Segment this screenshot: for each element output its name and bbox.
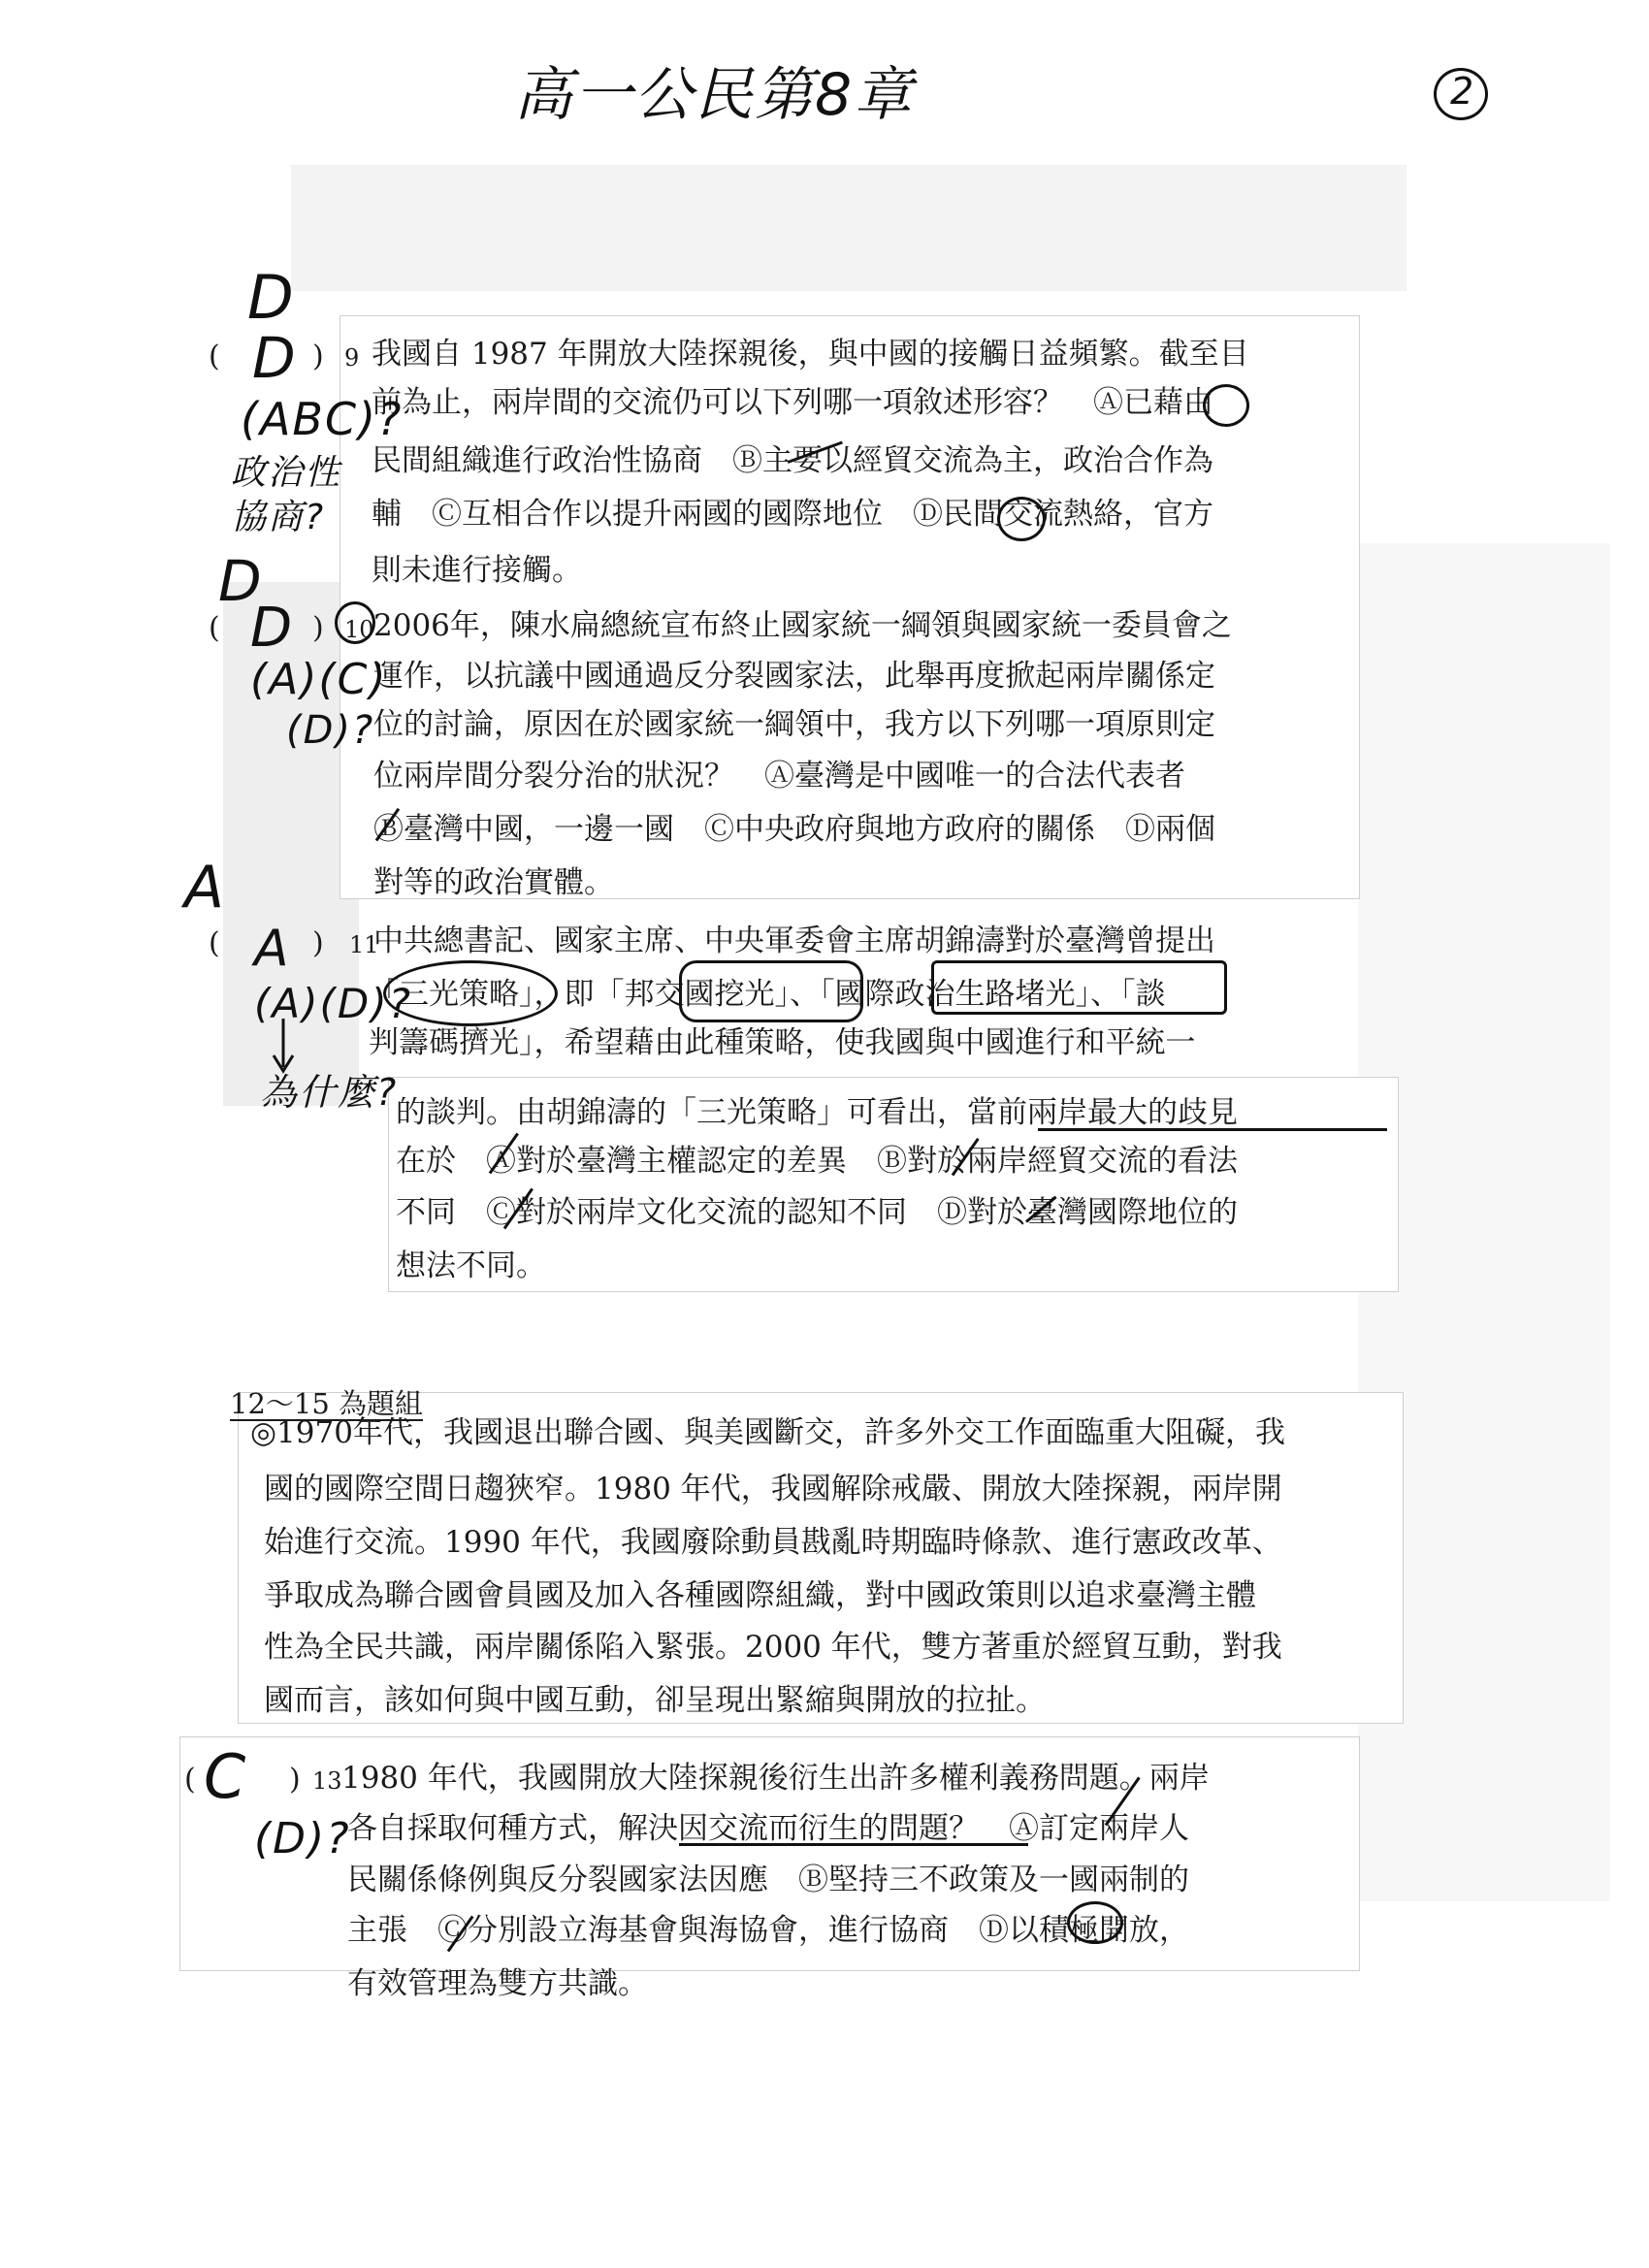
answer-paren-close: ) (312, 611, 324, 645)
answer-paren-open: ( (209, 926, 220, 960)
question-13-line-2: 各自採取何種方式，解決因交流而衍生的問題？ Ⓐ訂定兩岸人 (347, 1811, 1189, 1846)
question-13-line-4: 主張 Ⓒ分別設立海基會與海協會，進行協商 Ⓓ以積極開放， (347, 1913, 1189, 1948)
question-11-line-4: 的談判。由胡錦濤的「三光策略」可看出，當前兩岸最大的歧見 (396, 1095, 1238, 1130)
question-number: 13 (312, 1767, 342, 1795)
question-group-title: 12～15 為題組 (230, 1387, 424, 1420)
q11-margin-arrow (274, 1019, 293, 1071)
page-number: 2 (1450, 70, 1476, 113)
q10-answer-in-paren: D (250, 597, 295, 660)
handwritten-title: 高一公民第8章 (514, 61, 915, 129)
question-13-line-5: 有效管理為雙方共識。 (347, 1966, 648, 2001)
question-10-line-5: Ⓑ臺灣中國，一邊一國 Ⓒ中央政府與地方政府的關係 Ⓓ兩個 (373, 812, 1215, 847)
answer-paren-open: ( (209, 340, 220, 373)
passage-line-3: 始進行交流。1990 年代，我國廢除動員戡亂時期臨時條款、進行憲政改革、 (264, 1525, 1282, 1560)
q9-answer-top: D (247, 262, 296, 333)
passage-line-4: 爭取成為聯合國會員國及加入各種國際組織，對中國政策則以追求臺灣主體 (264, 1578, 1256, 1613)
passage-line-2: 國的國際空間日趨狹窄。1980 年代，我國解除戒嚴、開放大陸探親，兩岸開 (264, 1472, 1282, 1507)
question-number: 11 (349, 931, 379, 958)
q11-margin-why: 為什麼? (260, 1071, 399, 1114)
q11-answer-options: (A)(D)? (254, 980, 412, 1027)
question-13-line-1: 1980 年代，我國開放大陸探親後衍生出許多權利義務問題。兩岸 (341, 1761, 1210, 1796)
answer-paren-close: ) (312, 340, 324, 373)
answer-paren-close: ) (312, 926, 324, 960)
question-9-line-4: 輔 Ⓒ互相合作以提升兩國的國際地位 Ⓓ民間交流熱絡，官方 (372, 497, 1213, 532)
answer-paren-close: ) (289, 1763, 301, 1797)
q10-answer-guess: (D)? (286, 708, 375, 753)
q13-answer-in-paren: C (204, 1741, 248, 1812)
q9-answer-options: (ABC)? (241, 393, 404, 445)
question-10-line-6: 對等的政治實體。 (373, 865, 614, 900)
question-11-line-7: 想法不同。 (396, 1248, 546, 1283)
question-11-line-3: 判籌碼擠光」，希望藉由此種策略，使我國與中國進行和平統一 (369, 1025, 1196, 1060)
q13-answer-guess: (D)? (254, 1814, 351, 1863)
question-10-line-4: 位兩岸間分裂分治的狀況？ Ⓐ臺灣是中國唯一的合法代表者 (373, 759, 1185, 794)
passage-line-6: 國而言，該如何與中國互動，卻呈現出緊縮與開放的拉扯。 (264, 1683, 1046, 1718)
q11-answer-top: A (184, 854, 227, 922)
question-9-line-1: 我國自 1987 年開放大陸探親後，與中國的接觸日益頻繁。截至目 (372, 337, 1249, 372)
question-11-line-1: 中共總書記、國家主席、中央軍委會主席胡錦濤對於臺灣曾提出 (373, 923, 1215, 958)
answer-paren-open: ( (184, 1763, 196, 1797)
passage-line-5: 性為全民共識，兩岸關係陷入緊張。2000 年代，雙方著重於經貿互動，對我 (264, 1630, 1282, 1665)
question-number: 10 (344, 616, 374, 643)
question-13-line-3: 民關係條例與反分裂國家法因應 Ⓑ堅持三不政策及一國兩制的 (347, 1863, 1189, 1897)
question-10-line-2: 運作，以抗議中國通過反分裂國家法，此舉再度掀起兩岸關係定 (373, 659, 1215, 694)
question-10-line-1: 2006年，陳水扁總統宣布終止國家統一綱領與國家統一委員會之 (373, 608, 1232, 643)
question-9-line-5: 則未進行接觸。 (372, 553, 582, 588)
q11-answer-in-paren: A (254, 920, 291, 978)
question-number: 9 (344, 344, 360, 372)
question-10-line-3: 位的討論，原因在於國家統一綱領中，我方以下列哪一項原則定 (373, 707, 1215, 742)
answer-paren-open: ( (209, 611, 220, 645)
question-9-line-3: 民間組織進行政治性協商 Ⓑ主要以經貿交流為主，政治合作為 (372, 443, 1213, 478)
passage-line-1: ◎1970年代，我國退出聯合國、與美國斷交，許多外交工作面臨重大阻礙，我 (250, 1415, 1285, 1450)
q9-answer-in-paren: D (252, 325, 298, 391)
q10-answer-top: D (218, 548, 264, 614)
question-11-line-6: 不同 Ⓒ對於兩岸文化交流的認知不同 Ⓓ對於臺灣國際地位的 (396, 1195, 1238, 1230)
question-11-line-5: 在於 Ⓐ對於臺灣主權認定的差異 Ⓑ對於兩岸經貿交流的看法 (396, 1144, 1238, 1179)
question-11-line-2: 「三光策略」，即「邦交國挖光」、「國際政治生路堵光」、「談 (369, 977, 1166, 1012)
q10-answer-options: (A)(C) (250, 655, 388, 704)
question-9-line-2: 前為止，兩岸間的交流仍可以下列哪一項敘述形容？ Ⓐ已藉由 (372, 385, 1213, 420)
q9-margin-note: 政治性協商? (231, 453, 342, 537)
